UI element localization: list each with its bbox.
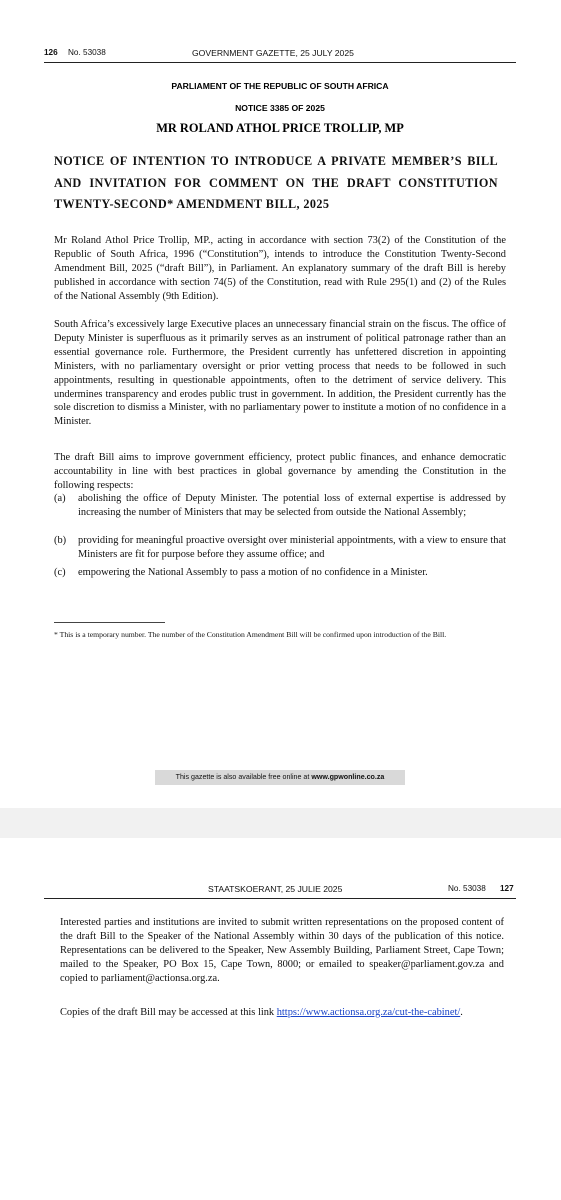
list-text: empowering the National Assembly to pass a motion of no confidence in a Minister.: [78, 567, 428, 578]
list-label: (a): [54, 493, 66, 504]
page-number: 126: [44, 48, 58, 57]
list-item: [54, 566, 506, 580]
notice-title: NOTICE OF INTENTION TO INTRODUCE A PRIVATE MEMBER’S BILL AND INVITATION FOR COMMENT ON THE DRAFT CONSTITUTION TWENTY-SECOND* AMENDMENT BILL, 2025: [54, 154, 498, 211]
draft-bill-link[interactable]: https://www.actionsa.org.za/cut-the-cabinet/: [276, 1007, 461, 1018]
page-header: [44, 884, 516, 896]
gazette-title: GOVERNMENT GAZETTE, 25 JULY 2025: [192, 48, 354, 58]
gazette-page-127: [0, 838, 561, 1200]
gazette-title: STAATSKOERANT, 25 JULIE 2025: [208, 884, 343, 894]
list-label: (b): [54, 535, 67, 546]
header-rule: [44, 62, 516, 63]
footnote-rule: [54, 622, 165, 623]
paragraph-copies: [60, 1006, 504, 1020]
online-banner: [155, 770, 405, 785]
notice-number: NOTICE 3385 OF 2025: [235, 103, 325, 113]
copies-end: .: [460, 1007, 463, 1018]
list-text: providing for meaningful proactive oversight over ministerial appointments, with a view to ensure that Ministers are fit for purpose before they assume office; and: [78, 535, 506, 560]
banner-text: This gazette is also available free online at: [175, 773, 310, 781]
paragraph-representations: Interested parties and institutions are invited to submit written representations on the proposed content of the draft Bill to the Speaker of the National Assembly within 30 days of the publication of this notice. Representations can be delivered to the Speaker, New Assembly Building, Parliament Street, Cape Town; mailed to the Speaker, PO Box 15, Cape Town, 8000; or emailed to speaker@parliament.gov.za and copied to parliament@actionsa.org.za.: [60, 917, 504, 984]
page-header: [44, 48, 516, 60]
issue-number: No. 53038: [448, 884, 486, 893]
list-item: [54, 492, 506, 520]
copies-text: Copies of the draft Bill may be accessed at this link: [60, 1007, 275, 1018]
header-rule: [44, 898, 516, 899]
paragraph-aims: The draft Bill aims to improve government efficiency, protect public finances, and enhance democratic accountability in line with best practices in global governance by amending the Constitution in the following respects:: [54, 452, 506, 491]
page-number: 127: [500, 884, 514, 893]
banner-url-link[interactable]: www.gpwonline.co.za: [311, 773, 385, 781]
issue-number: No. 53038: [68, 48, 106, 57]
list-text: abolishing the office of Deputy Minister. The potential loss of external expertise is addressed by increasing the number of Ministers that may be selected from outside the National Assembly;: [78, 493, 506, 518]
paragraph-intro: Mr Roland Athol Price Trollip, MP., acting in accordance with section 73(2) of the Constitution of the Republic of South Africa, 1996 (“Constitution”), intends to introduce the Constitution Twenty-Second Amendment Bill, 2025 (“draft Bill”), in Parliament. An explanatory summary of the draft Bill is hereby published in accordance with section 74(5) of the Constitution, read with Rule 295(1) and (2) of the Rules of the National Assembly (9th Edition).: [54, 235, 506, 302]
member-name: MR ROLAND ATHOL PRICE TROLLIP, MP: [156, 121, 404, 135]
list-label: (c): [54, 567, 66, 578]
footnote: * This is a temporary number. The number of the Constitution Amendment Bill will be confirmed upon introduction of the Bill.: [54, 630, 447, 639]
parliament-heading: PARLIAMENT OF THE REPUBLIC OF SOUTH AFRICA: [171, 81, 389, 91]
paragraph-background: South Africa’s excessively large Executive places an unnecessary financial strain on the fiscus. The office of Deputy Minister is superfluous as it primarily serves as an instrument of political patronage rather than an essential governance role. Furthermore, the President currently has unfettered discretion in appointing Ministers, with no parliamentary oversight or prior vetting process that needs to be followed in such appointments, resulting in questionable appointments, often to the detriment of service delivery. This undermines transparency and erodes public trust in government. In addition, the President currently has the sole discretion to dismiss a Minister, with no parliamentary power to institute a motion of no confidence in a Minister.: [54, 319, 506, 428]
list-item: [54, 534, 506, 562]
